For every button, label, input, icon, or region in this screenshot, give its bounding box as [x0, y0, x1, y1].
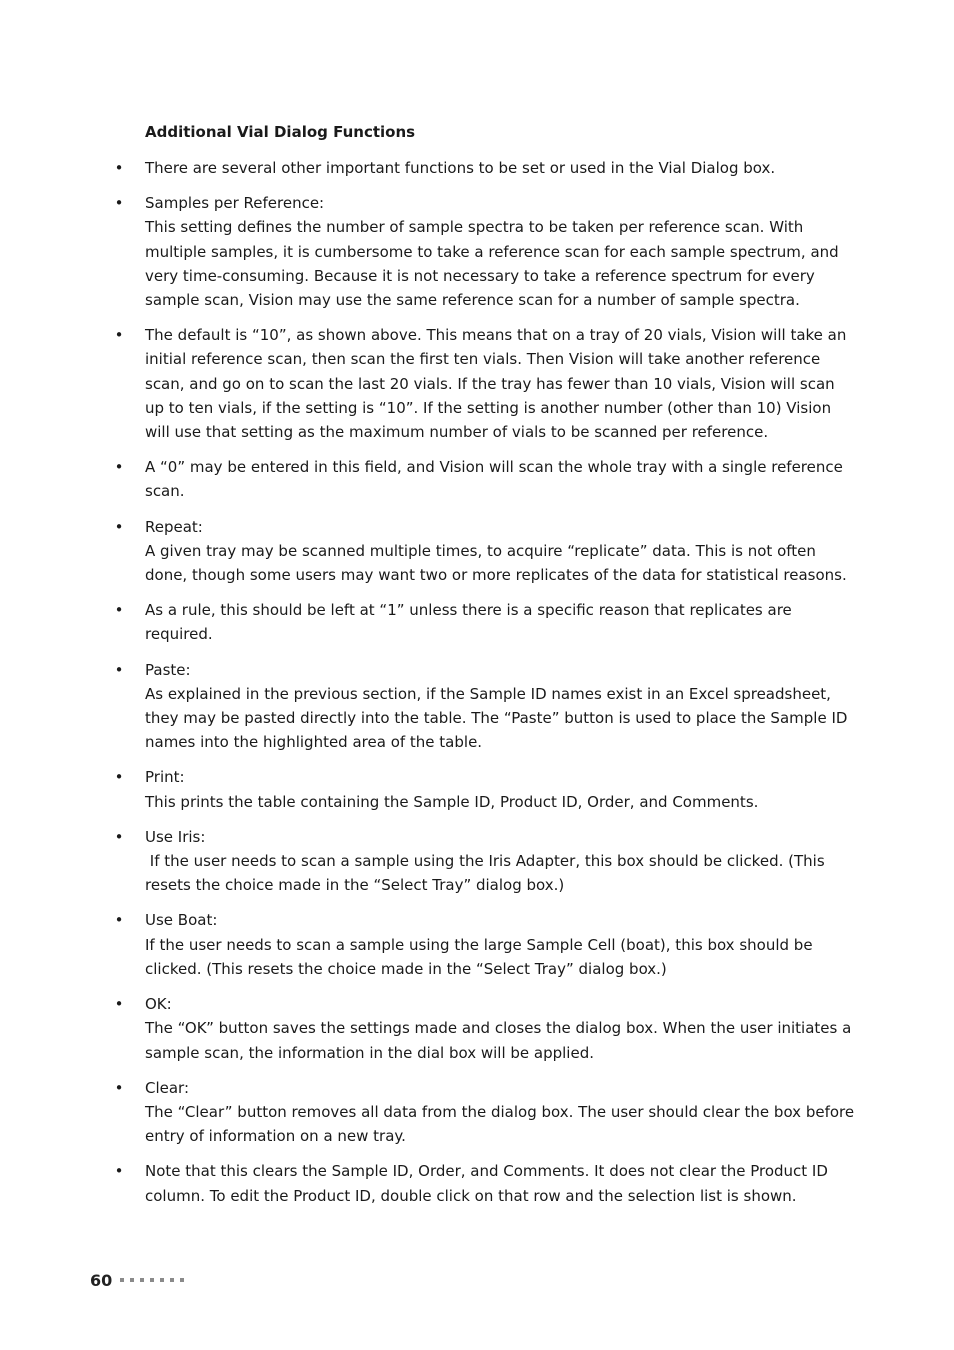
bullet-text-line: up to ten vials, if the setting is “10”. If the setting is another number (other than 10) Vision [145, 398, 832, 417]
bullet-text-line: Use Boat: [145, 911, 218, 930]
bullet-item [0, 1159, 954, 1207]
footer-dot [170, 1278, 174, 1282]
bullet-item [0, 825, 954, 898]
bullet-text-line: The “Clear” button removes all data from the dialog box. The user should clear the box before [145, 1102, 855, 1121]
bullet-text-line: sample scan, Vision may use the same reference scan for a number of sample spectra. [145, 291, 800, 310]
bullet-text-line: entry of information on a new tray. [145, 1127, 406, 1146]
footer-dot [120, 1278, 124, 1282]
bullet-icon: • [114, 601, 124, 620]
bullet-item [0, 765, 954, 813]
bullet-item [0, 191, 954, 312]
bullet-icon: • [114, 827, 124, 846]
bullet-icon: • [114, 159, 124, 177]
bullet-text-line: If the user needs to scan a sample using the large Sample Cell (boat), this box should be [145, 935, 813, 954]
bullet-item [0, 156, 954, 180]
footer-dot [140, 1278, 144, 1282]
section-heading: Additional Vial Dialog Functions [145, 123, 416, 141]
bullet-item [0, 992, 954, 1065]
bullet-text-line: The “OK” button saves the settings made and closes the dialog box. When the user initiates a [145, 1019, 852, 1038]
footer-dot [130, 1278, 134, 1282]
footer-dot [150, 1278, 154, 1282]
bullet-icon: • [114, 995, 124, 1014]
bullet-text-line: There are several other important functions to be set or used in the Vial Dialog box. [145, 159, 776, 177]
bullet-text-line: Paste: [145, 660, 191, 679]
bullet-text-line: resets the choice made in the “Select Tray” dialog box.) [145, 876, 565, 895]
bullet-text-line: multiple samples, it is cumbersome to take a reference scan for each sample spectrum, and [145, 242, 839, 261]
bullet-text-line: Repeat: [145, 517, 203, 536]
footer-dots [120, 1278, 190, 1282]
bullet-item [0, 908, 954, 981]
bullet-text-line: Use Iris: [145, 827, 206, 846]
bullet-text-line: done, though some users may want two or more replicates of the data for statistical reasons. [145, 566, 847, 585]
bullet-text-line: Samples per Reference: [145, 194, 325, 213]
bullet-text-line: Note that this clears the Sample ID, Order, and Comments. It does not clear the Product ID [145, 1162, 828, 1181]
footer-dot [180, 1278, 184, 1282]
bullet-text-line: As explained in the previous section, if the Sample ID names exist in an Excel spreadsheet, [145, 684, 831, 703]
bullet-text-line: A given tray may be scanned multiple times, to acquire “replicate” data. This is not often [145, 541, 816, 560]
bullet-text-line: sample scan, the information in the dial box will be applied. [145, 1043, 594, 1062]
bullet-item [0, 515, 954, 588]
bullet-text-line: Clear: [145, 1078, 190, 1097]
bullet-icon: • [114, 1078, 124, 1097]
bullet-text-line: scan, and go on to scan the last 20 vials. If the tray has fewer than 10 vials, Vision will scan [145, 374, 835, 393]
footer-dot [160, 1278, 164, 1282]
bullet-item [0, 658, 954, 755]
page-number: 60 [90, 1270, 113, 1290]
bullet-text-line: This setting defines the number of sample spectra to be taken per reference scan. With [145, 218, 804, 237]
bullet-icon: • [114, 194, 124, 213]
bullet-text-line: The default is “10”, as shown above. This means that on a tray of 20 vials, Vision will take an [145, 326, 847, 345]
bullet-text-line: initial reference scan, then scan the first ten vials. Then Vision will take another reference [145, 350, 821, 369]
bullet-text-line: A “0” may be entered in this field, and Vision will scan the whole tray with a single reference [145, 458, 843, 477]
bullet-item [0, 598, 954, 646]
bullet-item [0, 1076, 954, 1149]
bullet-item [0, 323, 954, 444]
bullet-text-line: clicked. (This resets the choice made in the “Select Tray” dialog box.) [145, 959, 667, 978]
bullet-text-line: As a rule, this should be left at “1” unless there is a specific reason that replicates are [145, 601, 792, 620]
bullet-icon: • [114, 768, 124, 787]
bullet-icon: • [114, 326, 124, 345]
bullet-text-line: OK: [145, 995, 172, 1014]
bullet-text-line: scan. [145, 482, 185, 501]
bullet-text-line: Print: [145, 768, 185, 787]
bullet-item [0, 455, 954, 503]
bullet-text-line: This prints the table containing the Sample ID, Product ID, Order, and Comments. [145, 792, 759, 811]
bullet-icon: • [114, 1162, 124, 1181]
bullet-text-line: they may be pasted directly into the table. The “Paste” button is used to place the Sample ID [145, 709, 848, 728]
bullet-text-line: very time-consuming. Because it is not necessary to take a reference spectrum for every [145, 266, 815, 285]
bullet-icon: • [114, 517, 124, 536]
bullet-icon: • [114, 458, 124, 477]
bullet-list [0, 156, 954, 1219]
bullet-text-line: names into the highlighted area of the table. [145, 733, 483, 752]
bullet-text-line: column. To edit the Product ID, double click on that row and the selection list is shown. [145, 1186, 797, 1205]
bullet-icon: • [114, 660, 124, 679]
bullet-icon: • [114, 911, 124, 930]
bullet-text-line: will use that setting as the maximum number of vials to be scanned per reference. [145, 423, 769, 442]
page-footer [90, 1268, 190, 1292]
bullet-text-line: required. [145, 625, 213, 644]
bullet-text-line: If the user needs to scan a sample using the Iris Adapter, this box should be clicked. (This [145, 852, 825, 871]
